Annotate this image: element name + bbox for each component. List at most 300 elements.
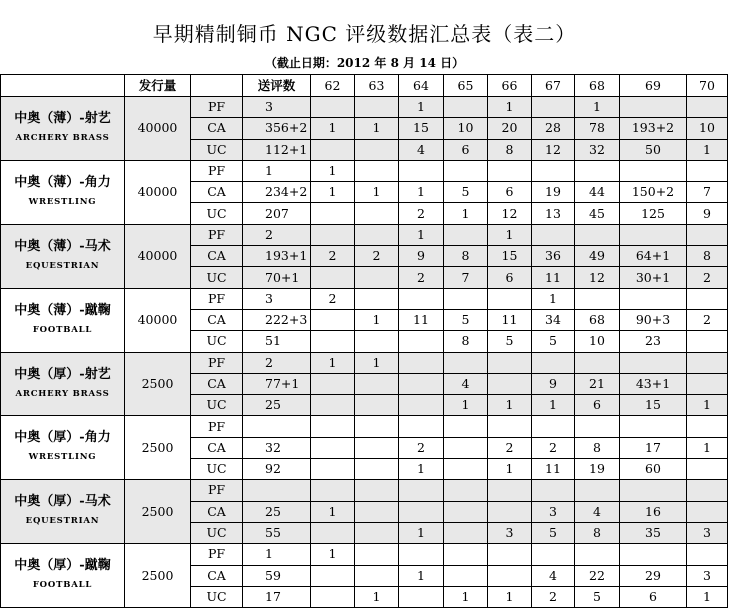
grade-count-cell: 1 [488, 97, 532, 118]
grade-count-cell [532, 544, 575, 565]
grade-count-cell [575, 480, 620, 501]
grade-count-cell: 2 [687, 309, 728, 330]
grade-count-cell [444, 352, 488, 373]
grade-count-cell [620, 544, 687, 565]
grade-count-cell [687, 288, 728, 309]
grade-count-cell [399, 160, 444, 181]
coin-name-cn: 中奥（薄）-马术 [14, 238, 111, 254]
grade-count-cell: 10 [687, 118, 728, 139]
submitted-count: 1 [243, 160, 311, 181]
grade-count-cell [620, 97, 687, 118]
grade-label: CA [191, 501, 243, 522]
grade-count-cell: 1 [687, 437, 728, 458]
grade-count-cell [311, 480, 355, 501]
coin-name-en: EQUESTRIAN [25, 260, 100, 271]
submitted-count: 25 [243, 501, 311, 522]
grade-count-cell [399, 331, 444, 352]
grade-count-cell [355, 459, 399, 480]
grade-count-cell [355, 395, 399, 416]
grade-count-cell [687, 224, 728, 245]
coin-name-en: ARCHERY BRASS [15, 388, 110, 399]
header-year: 66 [488, 75, 532, 97]
grade-count-cell [355, 267, 399, 288]
grade-label: UC [191, 331, 243, 352]
grade-count-cell: 90+3 [620, 309, 687, 330]
submitted-count: 3 [243, 97, 311, 118]
coin-name-en: ARCHERY BRASS [15, 132, 110, 143]
grade-count-cell [311, 267, 355, 288]
coin-name-cell [1, 224, 125, 288]
coin-name-cn: 中奥（厚）-马术 [14, 494, 111, 510]
grade-count-cell [687, 97, 728, 118]
submitted-count: 356+2 [243, 118, 311, 139]
grade-count-cell [311, 565, 355, 586]
grade-count-cell [620, 224, 687, 245]
grade-count-cell: 1 [355, 586, 399, 607]
issue-quantity: 2500 [125, 544, 191, 608]
grade-label: UC [191, 139, 243, 160]
grade-count-cell: 2 [311, 246, 355, 267]
grade-count-cell: 2 [399, 267, 444, 288]
grade-label: UC [191, 459, 243, 480]
grade-count-cell [488, 480, 532, 501]
grade-count-cell: 11 [532, 267, 575, 288]
header-grade [191, 75, 243, 97]
grade-count-cell [620, 160, 687, 181]
grade-count-cell: 8 [687, 246, 728, 267]
grade-label: PF [191, 416, 243, 437]
grade-count-cell: 1 [311, 118, 355, 139]
grade-count-cell [355, 416, 399, 437]
grade-count-cell: 20 [488, 118, 532, 139]
grade-count-cell [399, 352, 444, 373]
coin-name-cn: 中奥（薄）-蹴鞠 [14, 302, 111, 318]
grade-count-cell: 8 [444, 331, 488, 352]
grade-count-cell: 29 [620, 565, 687, 586]
grade-count-cell: 1 [488, 224, 532, 245]
grade-label: UC [191, 586, 243, 607]
grade-count-cell [399, 395, 444, 416]
header-year: 70 [687, 75, 728, 97]
grade-count-cell [399, 373, 444, 394]
grade-count-cell: 3 [488, 522, 532, 543]
grade-count-cell [488, 160, 532, 181]
grade-count-cell [620, 480, 687, 501]
grade-count-cell: 12 [532, 139, 575, 160]
grade-count-cell: 1 [488, 459, 532, 480]
grade-count-cell [488, 544, 532, 565]
grade-count-cell: 6 [575, 395, 620, 416]
grade-count-cell: 17 [620, 437, 687, 458]
grade-count-cell: 7 [444, 267, 488, 288]
grade-count-cell [444, 160, 488, 181]
grade-label: PF [191, 544, 243, 565]
grade-count-cell: 9 [687, 203, 728, 224]
grade-count-cell [311, 373, 355, 394]
grade-count-cell: 5 [575, 586, 620, 607]
grade-count-cell [687, 480, 728, 501]
issue-quantity: 40000 [125, 160, 191, 224]
submitted-count: 2 [243, 224, 311, 245]
grade-count-cell: 11 [399, 309, 444, 330]
grade-count-cell: 49 [575, 246, 620, 267]
table-row [1, 160, 728, 181]
issue-quantity: 2500 [125, 480, 191, 544]
grade-count-cell: 1 [311, 182, 355, 203]
grade-count-cell [311, 139, 355, 160]
submitted-count: 70+1 [243, 267, 311, 288]
grade-count-cell: 11 [532, 459, 575, 480]
grade-count-cell: 1 [355, 118, 399, 139]
grade-count-cell: 150+2 [620, 182, 687, 203]
submitted-count: 77+1 [243, 373, 311, 394]
grade-count-cell: 23 [620, 331, 687, 352]
grade-count-cell: 64+1 [620, 246, 687, 267]
grade-count-cell [575, 288, 620, 309]
grade-count-cell [444, 97, 488, 118]
grade-count-cell: 1 [399, 224, 444, 245]
coin-name-cell [1, 160, 125, 224]
grade-count-cell [488, 288, 532, 309]
submitted-count: 3 [243, 288, 311, 309]
grade-count-cell: 4 [399, 139, 444, 160]
grade-label: UC [191, 267, 243, 288]
grade-count-cell [355, 501, 399, 522]
grade-count-cell: 1 [399, 182, 444, 203]
grade-count-cell [311, 224, 355, 245]
grade-count-cell: 5 [532, 522, 575, 543]
grade-count-cell [687, 501, 728, 522]
grade-count-cell [311, 416, 355, 437]
grade-count-cell: 16 [620, 501, 687, 522]
header-row [1, 75, 728, 97]
grade-count-cell: 6 [488, 182, 532, 203]
grade-count-cell: 1 [311, 352, 355, 373]
grade-count-cell: 2 [532, 586, 575, 607]
grade-label: CA [191, 309, 243, 330]
grade-count-cell: 15 [399, 118, 444, 139]
grade-count-cell: 1 [355, 182, 399, 203]
grade-count-cell: 5 [532, 331, 575, 352]
grade-count-cell [399, 480, 444, 501]
grade-label: CA [191, 437, 243, 458]
coin-name-cell [1, 416, 125, 480]
grade-count-cell: 1 [444, 203, 488, 224]
grade-count-cell: 1 [399, 459, 444, 480]
grade-count-cell [444, 416, 488, 437]
grade-count-cell: 1 [355, 352, 399, 373]
grade-count-cell [355, 331, 399, 352]
grade-count-cell: 19 [532, 182, 575, 203]
submitted-count: 222+3 [243, 309, 311, 330]
grade-count-cell [687, 373, 728, 394]
grade-count-cell [399, 586, 444, 607]
submitted-count: 59 [243, 565, 311, 586]
grade-count-cell [355, 97, 399, 118]
grade-count-cell [687, 352, 728, 373]
grade-count-cell: 6 [488, 267, 532, 288]
coin-name-cn: 中奥（厚）-蹴鞠 [14, 558, 111, 574]
grade-count-cell [311, 395, 355, 416]
grade-count-cell: 19 [575, 459, 620, 480]
grade-count-cell [444, 565, 488, 586]
grade-count-cell [575, 352, 620, 373]
grade-label: UC [191, 522, 243, 543]
header-submitted: 送评数 [243, 75, 311, 97]
grade-count-cell [355, 437, 399, 458]
grade-count-cell: 60 [620, 459, 687, 480]
grade-count-cell: 1 [575, 97, 620, 118]
grade-count-cell: 1 [687, 395, 728, 416]
grade-count-cell: 28 [532, 118, 575, 139]
grade-count-cell [444, 459, 488, 480]
coin-name-cn: 中奥（薄）-角力 [14, 174, 111, 190]
coin-name-cell [1, 352, 125, 416]
header-year: 65 [444, 75, 488, 97]
grade-count-cell [620, 416, 687, 437]
grade-count-cell [444, 288, 488, 309]
submitted-count [243, 416, 311, 437]
grade-count-cell [355, 139, 399, 160]
table-row [1, 224, 728, 245]
grade-count-cell: 10 [444, 118, 488, 139]
grade-count-cell [311, 586, 355, 607]
grade-count-cell [444, 437, 488, 458]
ngc-grading-table [0, 74, 728, 608]
submitted-count: 55 [243, 522, 311, 543]
grade-count-cell: 1 [311, 544, 355, 565]
grade-count-cell [620, 288, 687, 309]
grade-count-cell: 2 [311, 288, 355, 309]
grade-count-cell: 3 [532, 501, 575, 522]
grade-count-cell [575, 544, 620, 565]
grade-count-cell: 8 [575, 437, 620, 458]
header-year: 63 [355, 75, 399, 97]
grade-count-cell: 36 [532, 246, 575, 267]
grade-count-cell [399, 416, 444, 437]
coin-name-en: FOOTBALL [32, 580, 93, 591]
issue-quantity: 2500 [125, 416, 191, 480]
grade-count-cell: 3 [687, 565, 728, 586]
coin-name-en: WRESTLING [28, 452, 97, 463]
grade-count-cell [399, 544, 444, 565]
grade-count-cell: 68 [575, 309, 620, 330]
coin-name-cn: 中奥（厚）-射艺 [14, 366, 111, 382]
grade-count-cell: 34 [532, 309, 575, 330]
grade-label: PF [191, 288, 243, 309]
grade-count-cell: 5 [444, 309, 488, 330]
submitted-count: 193+1 [243, 246, 311, 267]
grade-count-cell [399, 288, 444, 309]
submitted-count: 1 [243, 544, 311, 565]
grade-count-cell [355, 288, 399, 309]
grade-count-cell: 2 [399, 203, 444, 224]
grade-count-cell [311, 309, 355, 330]
coin-name-cell [1, 544, 125, 608]
grade-count-cell: 1 [687, 139, 728, 160]
coin-name-cell [1, 480, 125, 544]
grade-count-cell: 32 [575, 139, 620, 160]
grade-count-cell [444, 544, 488, 565]
grade-count-cell [532, 224, 575, 245]
grade-count-cell: 6 [620, 586, 687, 607]
grade-count-cell: 2 [399, 437, 444, 458]
grade-count-cell: 15 [620, 395, 687, 416]
grade-count-cell: 1 [532, 288, 575, 309]
grade-count-cell: 22 [575, 565, 620, 586]
grade-label: CA [191, 373, 243, 394]
grade-count-cell [488, 352, 532, 373]
grade-count-cell [444, 501, 488, 522]
grade-count-cell: 12 [488, 203, 532, 224]
grade-count-cell [311, 459, 355, 480]
grade-count-cell [311, 97, 355, 118]
grade-count-cell [355, 565, 399, 586]
grade-count-cell: 2 [488, 437, 532, 458]
grade-count-cell: 50 [620, 139, 687, 160]
grade-label: CA [191, 565, 243, 586]
grade-count-cell: 15 [488, 246, 532, 267]
grade-count-cell [355, 522, 399, 543]
grade-label: PF [191, 352, 243, 373]
submitted-count: 17 [243, 586, 311, 607]
grade-count-cell: 43+1 [620, 373, 687, 394]
page-subtitle: （截止日期：2012 年 8 月 14 日） [264, 56, 465, 70]
coin-name-en: WRESTLING [28, 196, 97, 207]
grade-count-cell [488, 373, 532, 394]
grade-count-cell: 1 [399, 97, 444, 118]
coin-name-en: FOOTBALL [32, 324, 93, 335]
grade-count-cell: 2 [355, 246, 399, 267]
grade-count-cell: 1 [355, 309, 399, 330]
header-year: 68 [575, 75, 620, 97]
submitted-count: 112+1 [243, 139, 311, 160]
issue-quantity: 40000 [125, 224, 191, 288]
grade-count-cell: 1 [444, 586, 488, 607]
grade-count-cell [355, 224, 399, 245]
coin-name-cn: 中奥（薄）-射艺 [14, 110, 111, 126]
grade-count-cell: 9 [399, 246, 444, 267]
grade-count-cell: 8 [488, 139, 532, 160]
grade-label: UC [191, 203, 243, 224]
grade-count-cell [687, 331, 728, 352]
grade-count-cell: 4 [532, 565, 575, 586]
submitted-count: 234+2 [243, 182, 311, 203]
table-row [1, 544, 728, 565]
submitted-count: 51 [243, 331, 311, 352]
grade-count-cell [355, 203, 399, 224]
grade-label: UC [191, 395, 243, 416]
grade-count-cell [687, 544, 728, 565]
submitted-count: 2 [243, 352, 311, 373]
grade-label: CA [191, 182, 243, 203]
grade-count-cell [532, 97, 575, 118]
grade-count-cell [532, 160, 575, 181]
grade-count-cell: 8 [444, 246, 488, 267]
grade-count-cell: 44 [575, 182, 620, 203]
grade-count-cell: 5 [444, 182, 488, 203]
grade-count-cell [575, 224, 620, 245]
grade-count-cell: 1 [399, 522, 444, 543]
issue-quantity: 40000 [125, 288, 191, 352]
grade-count-cell: 9 [532, 373, 575, 394]
submitted-count [243, 480, 311, 501]
grade-count-cell: 4 [575, 501, 620, 522]
grade-count-cell [488, 416, 532, 437]
grade-count-cell: 2 [687, 267, 728, 288]
issue-quantity: 2500 [125, 352, 191, 416]
grade-count-cell: 1 [311, 501, 355, 522]
grade-count-cell: 1 [399, 565, 444, 586]
coin-name-cell [1, 97, 125, 161]
grade-count-cell: 1 [444, 395, 488, 416]
header-year: 62 [311, 75, 355, 97]
grade-count-cell: 12 [575, 267, 620, 288]
grade-count-cell [311, 203, 355, 224]
table-row [1, 288, 728, 309]
table-row [1, 352, 728, 373]
grade-count-cell [687, 459, 728, 480]
grade-label: CA [191, 118, 243, 139]
grade-count-cell [575, 416, 620, 437]
grade-count-cell [687, 416, 728, 437]
grade-count-cell [311, 331, 355, 352]
grade-count-cell: 2 [532, 437, 575, 458]
coin-name-en: EQUESTRIAN [25, 516, 100, 527]
grade-count-cell [575, 160, 620, 181]
header-issue: 发行量 [125, 75, 191, 97]
grade-count-cell: 125 [620, 203, 687, 224]
header-year: 69 [620, 75, 687, 97]
grade-label: CA [191, 246, 243, 267]
header-year: 64 [399, 75, 444, 97]
grade-count-cell: 3 [687, 522, 728, 543]
grade-count-cell [687, 160, 728, 181]
grade-count-cell: 1 [311, 160, 355, 181]
grade-count-cell: 1 [687, 586, 728, 607]
grade-count-cell [355, 544, 399, 565]
grade-count-cell [532, 480, 575, 501]
submitted-count: 92 [243, 459, 311, 480]
grade-count-cell [311, 437, 355, 458]
header-year: 67 [532, 75, 575, 97]
grade-count-cell: 1 [532, 395, 575, 416]
grade-count-cell: 45 [575, 203, 620, 224]
grade-label: PF [191, 480, 243, 501]
grade-count-cell [444, 480, 488, 501]
grade-count-cell [355, 373, 399, 394]
grade-label: PF [191, 97, 243, 118]
header-corner [1, 75, 125, 97]
table-row [1, 97, 728, 118]
grade-count-cell [311, 522, 355, 543]
grade-count-cell: 13 [532, 203, 575, 224]
page-title: 早期精制铜币 NGC 评级数据汇总表（表二） [152, 22, 577, 46]
grade-count-cell: 8 [575, 522, 620, 543]
grade-count-cell [355, 160, 399, 181]
grade-count-cell: 30+1 [620, 267, 687, 288]
grade-count-cell: 11 [488, 309, 532, 330]
grade-count-cell [399, 501, 444, 522]
grade-count-cell [532, 352, 575, 373]
grade-count-cell: 5 [488, 331, 532, 352]
grade-count-cell: 35 [620, 522, 687, 543]
submitted-count: 207 [243, 203, 311, 224]
table-row [1, 480, 728, 501]
coin-name-cn: 中奥（厚）-角力 [14, 430, 111, 446]
coin-name-cell [1, 288, 125, 352]
grade-label: PF [191, 224, 243, 245]
